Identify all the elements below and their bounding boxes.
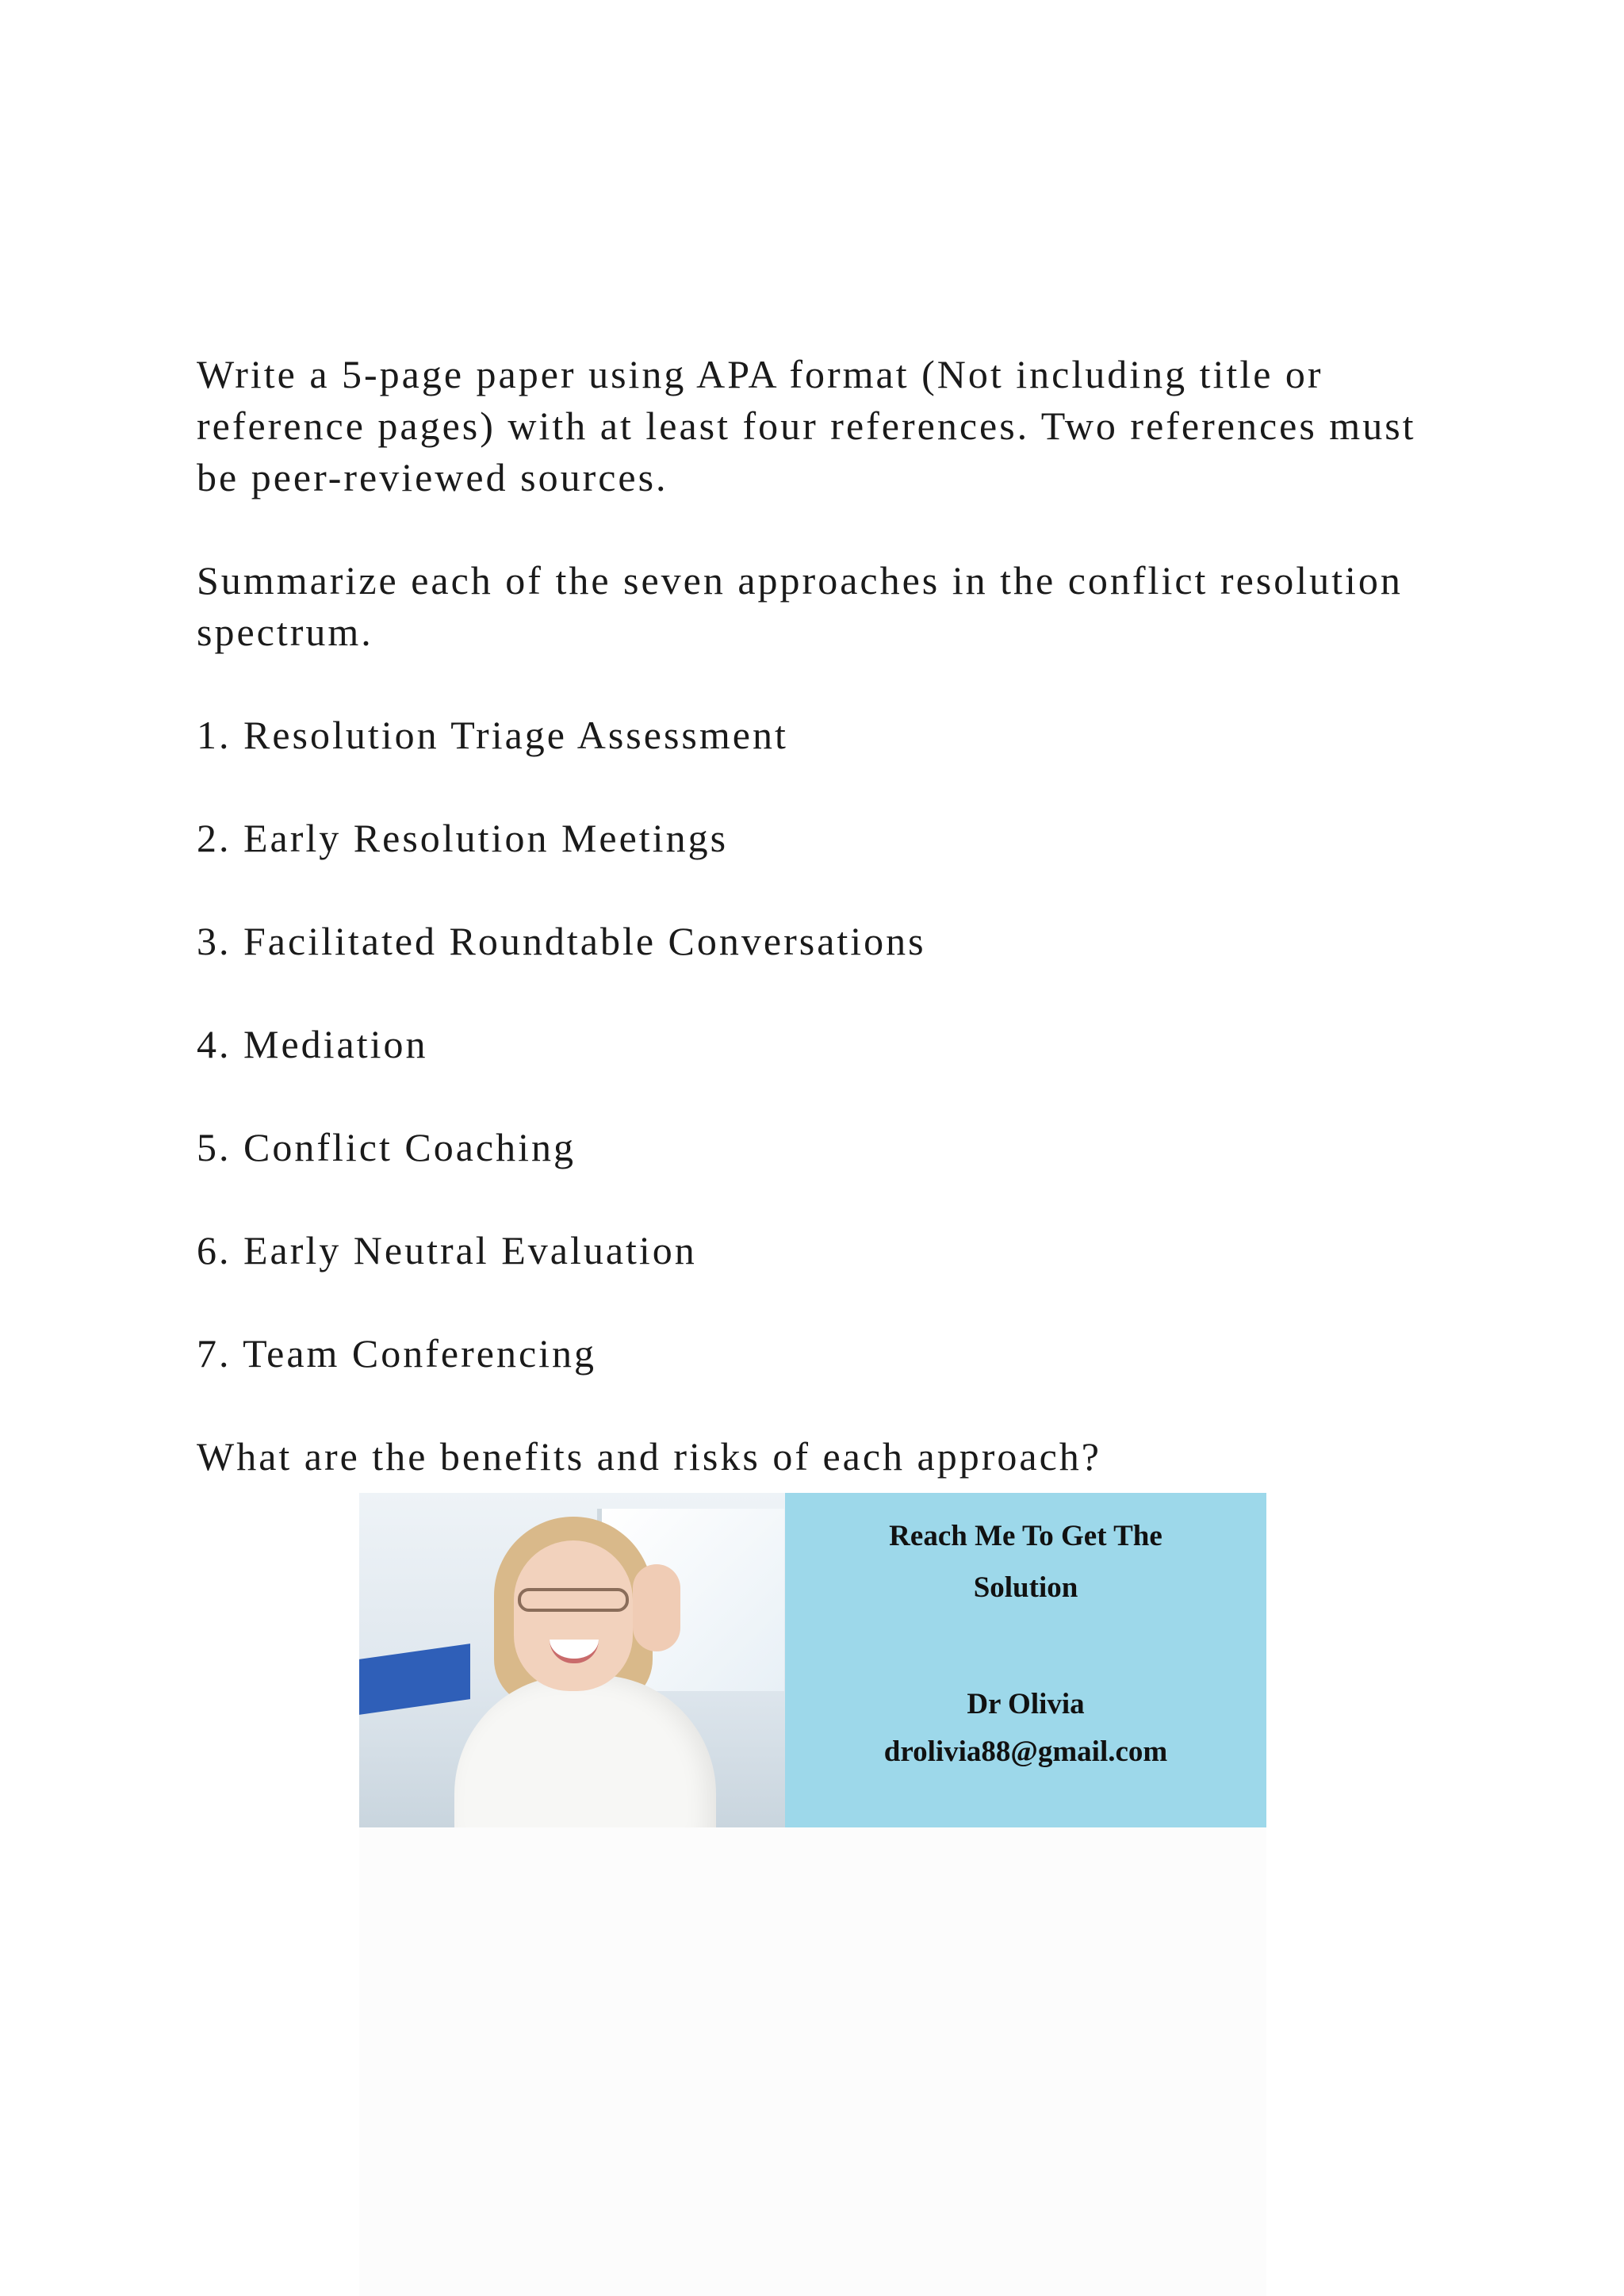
ad-headline-2: Solution [973, 1571, 1078, 1604]
approach-item: 2. Early Resolution Meetings [197, 816, 729, 860]
contact-ad-banner [359, 1493, 1266, 1827]
approach-item: 4. Mediation [197, 1022, 428, 1066]
approach-item: 1. Resolution Triage Assessment [197, 713, 788, 757]
approach-item: 3. Facilitated Roundtable Conversations [197, 919, 926, 963]
approach-item: 7. Team Conferencing [197, 1331, 597, 1376]
blank-area [359, 1827, 1266, 2296]
approaches-list [197, 710, 1434, 1380]
assignment-prompt: Summarize each of the seven approaches in the conflict resolution spectrum. [197, 558, 1403, 654]
white-blouse [454, 1675, 716, 1827]
hand-shape [633, 1564, 680, 1651]
contact-info-panel [785, 1493, 1266, 1827]
blue-folder [359, 1644, 470, 1715]
contact-email: drolivia88@gmail.com [883, 1735, 1168, 1768]
face-shape [514, 1540, 633, 1691]
approach-item: 5. Conflict Coaching [197, 1125, 576, 1169]
document-body [197, 349, 1434, 1483]
benefits-risks-question: What are the benefits and risks of each approach? [197, 1434, 1101, 1479]
contact-name: Dr Olivia [967, 1688, 1085, 1720]
assignment-intro: Write a 5-page paper using APA format (Not including title or reference pages) with at least four references. Two references must be peer-reviewed sources. [197, 352, 1416, 499]
approach-item: 6. Early Neutral Evaluation [197, 1228, 697, 1272]
glasses-icon [518, 1588, 629, 1612]
ad-headline: Reach Me To Get The [889, 1520, 1162, 1552]
woman-photo [359, 1493, 785, 1827]
